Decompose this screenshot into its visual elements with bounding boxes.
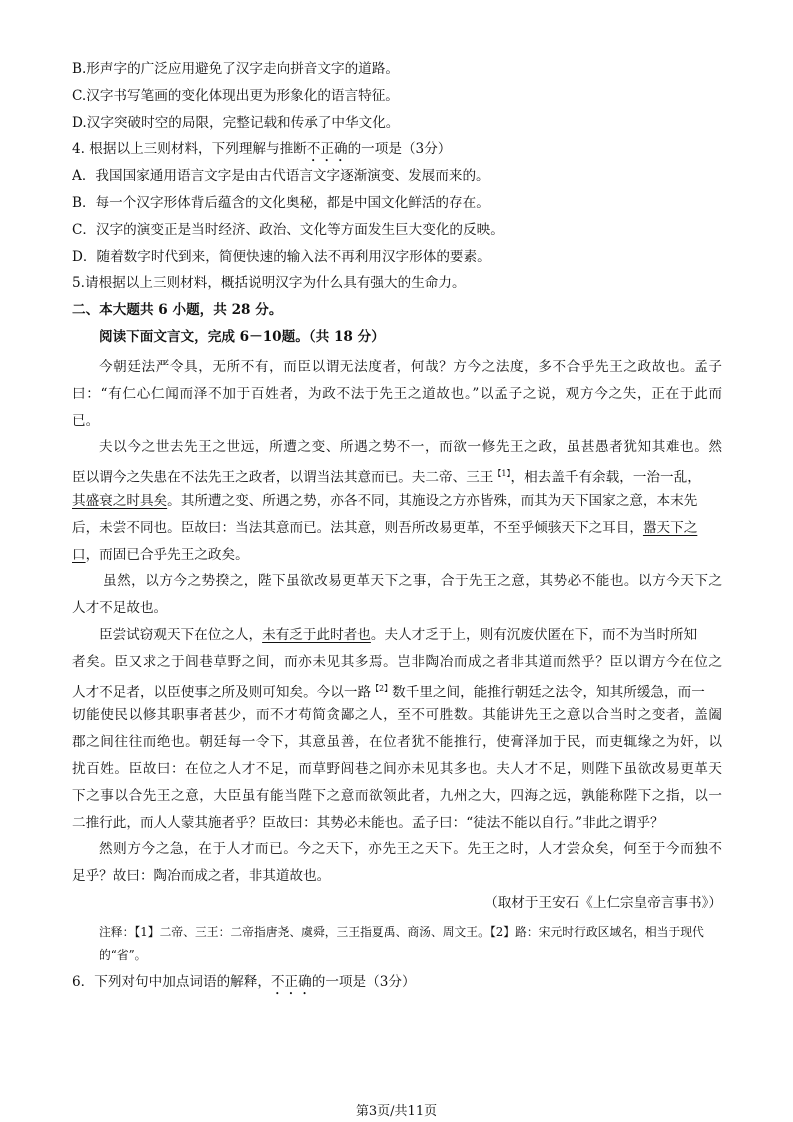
- section-2-title: 二、本大题共 6 小题，共 28 分。: [72, 302, 283, 319]
- option-c: C.汉字书写笔画的变化体现出更为形象化的语言特征。: [72, 87, 399, 104]
- question-6-stem: 6．下列对句中加点词语的解释，不正确的一项是（3分）: [72, 973, 416, 990]
- q4-option-d: D．随着数字时代到来，简便快速的输入法不再利用汉字形体的要素。: [72, 248, 491, 265]
- footnote-mark-1: 【1】: [493, 469, 511, 479]
- passage-line: 二推行此，而人人蒙其施者乎？臣故曰：其势必未能也。孟子曰：“徒法不能以自行。”非此之谓乎？: [72, 814, 664, 831]
- passage-line: 人才不足者，以臣使事之所及则可知矣。今以一路$^{【2】}$数千里之间，能推行朝廷之法令，知其所缓急，而一: [72, 683, 705, 701]
- passage-line: 其盛衰之时具矣。其所遭之变、所遇之势，亦各不同，其施设之方亦皆殊，而其为天下国家之意，本末先: [72, 492, 698, 509]
- q4-option-a: A．我国国家通用语言文字是由古代语言文字逐渐演变、发展而来的。: [72, 168, 490, 185]
- passage-line: 虽然，以方今之势揆之，陛下虽欲改易更革天下之事，合于先王之意，其势必不能也。以方今天下之: [103, 573, 722, 590]
- emphasis-text: 不正确: [270, 973, 312, 990]
- passage-line: 夫以今之世去先王之世远，所遭之变、所遇之势不一，而欲一修先王之政，虽甚愚者犹知其难也。然: [99, 439, 722, 456]
- passage-line: 口，而固已合乎先王之政矣。: [72, 546, 249, 563]
- q4-option-b: B．每一个汉字形体背后蕴含的文化奥秘，都是中国文化鲜活的存在。: [72, 194, 490, 211]
- emphasis-text: 不正确: [306, 141, 348, 158]
- q4-option-c: C．汉字的演变正是当时经济、政治、文化等方面发生巨大变化的反映。: [72, 221, 504, 238]
- passage-line: 郡之间往往而绝也。朝廷每一令下，其意虽善，在位者犹不能推行，使膏泽加于民，而吏辄缘之为奸，以: [72, 734, 722, 751]
- option-d: D.汉字突破时空的局限，完整记载和传承了中华文化。: [72, 114, 400, 131]
- question-4-stem: 4. 根据以上三则材料，下列理解与推断不正确的一项是（3分）: [72, 141, 452, 158]
- passage-line: 今朝廷法严令具，无所不有，而臣以谓无法度者，何哉？方今之法度，多不合乎先王之政故也。孟子: [99, 359, 722, 375]
- options-previous-question: [72, 56, 722, 351]
- underlined-sentence: 嚣天下之: [642, 519, 698, 536]
- footnote-mark-2: 【2】: [371, 683, 393, 693]
- passage-line: 下之事以合先王之意，大臣虽有能当陛下之意而欲领此者，九州之大，四海之远，孰能称陛下之指，以一: [72, 787, 722, 804]
- passage-line: 人才不足故也。: [72, 600, 168, 617]
- classical-passage: [72, 354, 722, 996]
- page-footer: 第3页/共11页: [355, 1104, 438, 1119]
- passage-line: 扰百姓。臣故曰：在位之人才不足，而草野闾巷之间亦未见其多也。夫人才不足，则陛下虽欲改易更革天: [72, 760, 722, 777]
- passage-line: 足乎？故曰：陶冶而成之者，非其道故也。: [72, 868, 331, 885]
- passage-source: （取材于王安石《上仁宗皇帝言事书》）: [484, 894, 722, 911]
- underlined-sentence: 其盛衰之时具矣: [72, 492, 168, 509]
- passage-line: 者矣。臣又求之于闾巷草野之间，而亦未见其多焉。岂非陶冶而成之者非其道而然乎？臣以谓方今在位之: [72, 653, 722, 670]
- option-b: B.形声字的广泛应用避免了汉字走向拼音文字的道路。: [72, 61, 399, 77]
- passage-note: 注释：【1】二帝、三王：二帝指唐尧、虞舜，三王指夏禹、商汤、周文王。【2】路：宋元时行政区域名，相当于现代的“省”。: [99, 924, 704, 962]
- question-5: 5.请根据以上三则材料，概括说明汉字为什么具有强大的生命力。: [72, 275, 466, 292]
- passage-line: 曰：“有仁心仁闻而泽不加于百姓者，为政不法于先王之道故也。”以孟子之说，观方今之失，正在于此而: [72, 385, 722, 402]
- passage-line: 切能使民以修其职事者甚少，而不才苟简贪鄙之人，至不可胜数。其能讲先王之意以合当时之变者，盖阖: [72, 707, 722, 724]
- passage-line: 臣以谓今之失患在不法先王之政者，以谓当法其意而已。夫二帝、三王$^{【1】}$，相去盖千有余载，一治一乱，: [72, 469, 701, 486]
- passage-line: 臣尝试窃观天下在位之人，未有乏于此时者也。夫人才乏于上，则有沉废伏匿在下，而不为当时所知: [99, 626, 698, 643]
- section-2-subtitle: 阅读下面文言文，完成 6－10题。（共 18 分）: [99, 328, 385, 345]
- underlined-sentence: 未有乏于此时者也: [262, 626, 371, 643]
- passage-line: 然则方今之急，在于人才而已。今之天下，亦先王之天下。先王之时，人才尝众矣，何至于今而独不: [99, 841, 722, 858]
- passage-line: 已。: [72, 412, 100, 429]
- underlined-sentence: 口: [72, 546, 86, 563]
- passage-line: 后，未尝不同也。臣故曰：当法其意而已。法其意，则吾所改易更革，不至乎倾骇天下之耳目，嚣天下之: [72, 519, 698, 536]
